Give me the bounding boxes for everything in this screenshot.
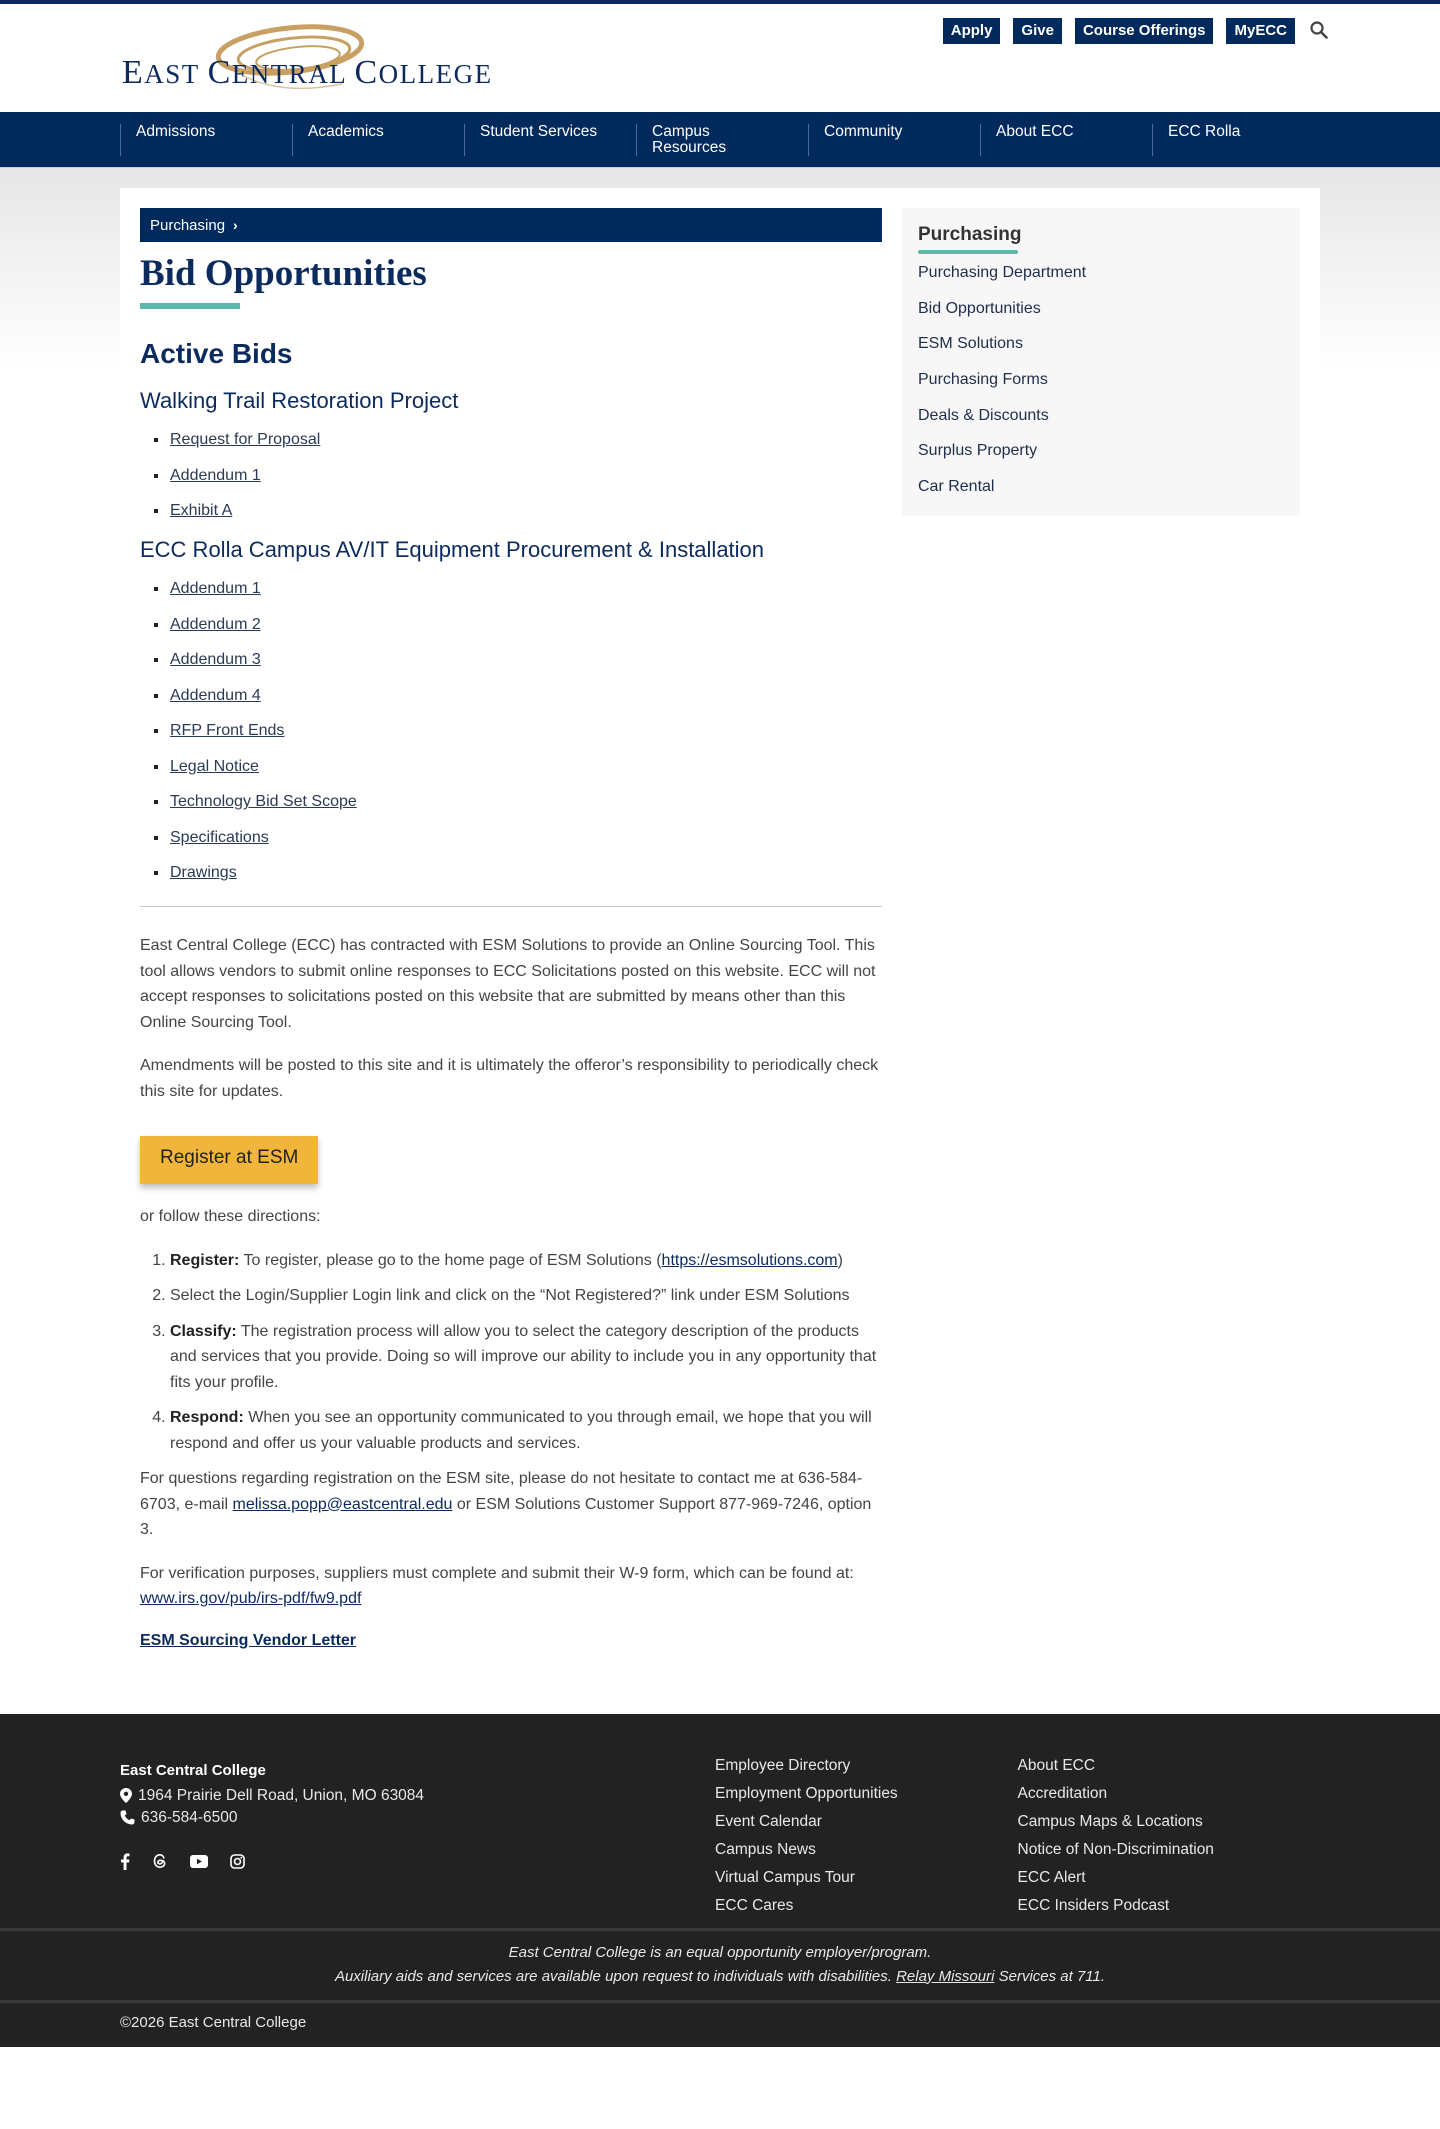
- site-header: [0, 4, 1440, 112]
- rfp-front-ends-link[interactable]: RFP Front Ends: [170, 722, 285, 739]
- chevron-right-icon: ›: [233, 217, 238, 233]
- footer-links-col2: [1018, 1756, 1320, 1920]
- step-register: 1. Register: To register, please go to the home page of ESM Solutions (https://esmsolutions.com): [170, 1248, 882, 1274]
- logo-wordmark: EAST CENTRAL COLLEGE: [122, 54, 493, 91]
- follow-directions-text: or follow these directions:: [140, 1208, 321, 1225]
- addendum-2-link[interactable]: Addendum 2: [170, 615, 261, 633]
- list-item: [140, 756, 882, 778]
- college-logo[interactable]: [122, 20, 493, 94]
- sidebar-title-underline: [918, 250, 1018, 254]
- footer-link-accreditation[interactable]: Accreditation: [1017, 1784, 1108, 1802]
- apply-button[interactable]: Apply: [943, 18, 1001, 44]
- footer-eeo-statement: [0, 1928, 1440, 2003]
- sidebar: [902, 208, 1300, 1650]
- footer-link-non-discrimination[interactable]: Notice of Non-Discrimination: [1017, 1840, 1214, 1858]
- technology-bid-set-scope-link[interactable]: Technology Bid Set Scope: [170, 793, 357, 810]
- footer-link-employment-opportunities[interactable]: Employment Opportunities: [715, 1784, 898, 1802]
- footer-link-ecc-alert[interactable]: ECC Alert: [1017, 1868, 1086, 1886]
- footer-link-insiders-podcast[interactable]: ECC Insiders Podcast: [1017, 1896, 1170, 1914]
- page-title: Bid Opportunities: [140, 253, 427, 294]
- list-item: [140, 862, 882, 884]
- exhibit-a-link[interactable]: Exhibit A: [170, 502, 233, 519]
- main-nav: [0, 112, 1440, 168]
- list-item: [140, 465, 882, 487]
- sidebar-title[interactable]: Purchasing: [918, 224, 1022, 245]
- main-content: [140, 208, 882, 1650]
- copyright: ©2026 East Central College: [120, 2013, 307, 2031]
- contact-paragraph: For questions regarding registration on the ESM site, please do not hesitate to contact me at 636-584-6703, e-mail melissa.popp@eastcentral.edu or ESM Solutions Customer Support 877-969-7246, option 3.: [140, 1470, 872, 1538]
- threads-icon[interactable]: [152, 1853, 168, 1869]
- drawings-link[interactable]: Drawings: [170, 864, 237, 881]
- specifications-link[interactable]: Specifications: [170, 828, 269, 846]
- list-item: [140, 649, 882, 671]
- project-links-list: [140, 578, 882, 884]
- register-at-esm-button[interactable]: Register at ESM: [140, 1136, 318, 1184]
- footer-link-campus-news[interactable]: Campus News: [715, 1840, 816, 1858]
- footer-link-event-calendar[interactable]: Event Calendar: [715, 1812, 822, 1830]
- list-item: [140, 578, 882, 600]
- legal-notice-link[interactable]: Legal Notice: [170, 757, 259, 775]
- footer-link-campus-maps[interactable]: Campus Maps & Locations: [1017, 1812, 1203, 1830]
- footer-link-about-ecc[interactable]: About ECC: [1017, 1756, 1096, 1774]
- nav-campus-resources[interactable]: Campus Resources: [636, 124, 808, 156]
- sidebar-item-purchasing-forms[interactable]: Purchasing Forms: [918, 371, 1048, 389]
- footer-college-name: East Central College: [120, 1761, 266, 1779]
- list-item: [140, 791, 882, 813]
- list-item: [140, 614, 882, 636]
- project-title: Walking Trail Restoration Project: [140, 388, 459, 413]
- active-bids-heading: Active Bids: [140, 338, 293, 369]
- sidebar-item-esm-solutions[interactable]: ESM Solutions: [918, 335, 1023, 353]
- list-item: [140, 685, 882, 707]
- w9-form-link[interactable]: www.irs.gov/pub/irs-pdf/fw9.pdf: [140, 1590, 362, 1607]
- list-item: [140, 720, 882, 742]
- addendum-1-link[interactable]: Addendum 1: [170, 580, 261, 597]
- addendum-3-link[interactable]: Addendum 3: [170, 651, 261, 668]
- contact-email-link[interactable]: melissa.popp@eastcentral.edu: [232, 1495, 453, 1513]
- utility-nav: [943, 18, 1330, 44]
- footer-links-col1: [715, 1756, 1017, 1920]
- w9-paragraph: For verification purposes, suppliers must complete and submit their W-9 form, which can be found at: www.irs.gov/pub/irs-pdf/fw9.pdf: [140, 1564, 854, 1607]
- section-divider: [140, 906, 882, 907]
- sidebar-item-surplus-property[interactable]: Surplus Property: [918, 442, 1038, 460]
- step-respond: 4. Respond: When you see an opportunity communicated to you through email, we hope that you will respond and offer us your valuable products and services.: [170, 1405, 882, 1456]
- map-pin-icon: [120, 1788, 132, 1803]
- sidebar-item-deals-discounts[interactable]: Deals & Discounts: [918, 406, 1049, 424]
- sidebar-item-bid-opportunities[interactable]: Bid Opportunities: [918, 299, 1041, 317]
- list-item: [140, 500, 882, 522]
- footer-contact: [120, 1756, 715, 1920]
- sidebar-item-car-rental[interactable]: Car Rental: [918, 478, 995, 496]
- facebook-icon[interactable]: [120, 1853, 130, 1870]
- social-links: [120, 1853, 715, 1870]
- step-login: 2. Select the Login/Supplier Login link and click on the “Not Registered?” link under ESM Solutions: [170, 1283, 882, 1309]
- breadcrumb: [140, 208, 882, 242]
- nav-ecc-rolla[interactable]: ECC Rolla: [1152, 124, 1324, 156]
- project-title: ECC Rolla Campus AV/IT Equipment Procurement & Installation: [140, 537, 765, 562]
- breadcrumb-purchasing[interactable]: Purchasing: [150, 216, 226, 234]
- page-background: [0, 168, 1440, 1690]
- site-footer: [0, 1714, 1440, 2047]
- list-item: [140, 429, 882, 451]
- step-classify: 3. Classify: The registration process will allow you to select the category description of the products and services that you provide. Doing so will improve our ability to include you in any opportunity that fits your profile.: [170, 1319, 882, 1396]
- title-underline: [140, 303, 240, 309]
- youtube-icon[interactable]: [190, 1855, 208, 1868]
- page-container: [120, 188, 1320, 1690]
- request-for-proposal-link[interactable]: Request for Proposal: [170, 431, 321, 448]
- nav-about-ecc[interactable]: About ECC: [980, 124, 1152, 156]
- addendum-4-link[interactable]: Addendum 4: [170, 686, 261, 704]
- addendum-1-link[interactable]: Addendum 1: [170, 466, 261, 484]
- footer-phone: 636-584-6500: [141, 1808, 238, 1826]
- search-icon[interactable]: [1310, 21, 1330, 41]
- intro-paragraph: East Central College (ECC) has contracted with ESM Solutions to provide an Online Sourcing Tool. This tool allows vendors to submit online responses to ECC Solicitations posted on this website. ECC will not accept responses to solicitations posted on this website that are submitted by means other than this Online Sourcing Tool.: [140, 937, 876, 1031]
- esm-vendor-letter-link[interactable]: ESM Sourcing Vendor Letter: [140, 1631, 357, 1649]
- eeo-line-2: Auxiliary aids and services are available upon request to individuals with disabilities. Relay Missouri Services at 711.: [334, 1967, 1106, 1985]
- nav-admissions[interactable]: Admissions: [120, 124, 292, 156]
- sidebar-item-purchasing-department[interactable]: Purchasing Department: [918, 264, 1087, 281]
- eeo-line-1: East Central College is an equal opportunity employer/program.: [508, 1943, 932, 1961]
- registration-steps: [170, 1248, 882, 1457]
- footer-link-virtual-campus-tour[interactable]: Virtual Campus Tour: [715, 1868, 855, 1886]
- project-links-list: [140, 429, 882, 522]
- instagram-icon[interactable]: [230, 1854, 245, 1869]
- footer-address: 1964 Prairie Dell Road, Union, MO 63084: [138, 1786, 425, 1804]
- list-item: [140, 827, 882, 849]
- phone-icon: [120, 1810, 135, 1825]
- nav-community[interactable]: Community: [808, 124, 980, 156]
- course-offerings-button[interactable]: Course Offerings: [1075, 18, 1214, 44]
- footer-link-ecc-cares[interactable]: ECC Cares: [715, 1896, 794, 1914]
- footer-link-employee-directory[interactable]: Employee Directory: [715, 1756, 851, 1774]
- footer-top: [120, 1714, 1320, 1928]
- relay-missouri-link[interactable]: Relay Missouri: [896, 1967, 995, 1985]
- give-button[interactable]: Give: [1013, 18, 1062, 44]
- nav-student-services[interactable]: Student Services: [464, 124, 636, 156]
- nav-academics[interactable]: Academics: [292, 124, 464, 156]
- myecc-button[interactable]: MyECC: [1226, 18, 1295, 44]
- sidebar-menu: [902, 208, 1300, 516]
- amendments-paragraph: Amendments will be posted to this site and it is ultimately the offeror’s responsibility to periodically check this site for updates.: [140, 1057, 879, 1100]
- esm-solutions-link[interactable]: https://esmsolutions.com: [661, 1251, 838, 1269]
